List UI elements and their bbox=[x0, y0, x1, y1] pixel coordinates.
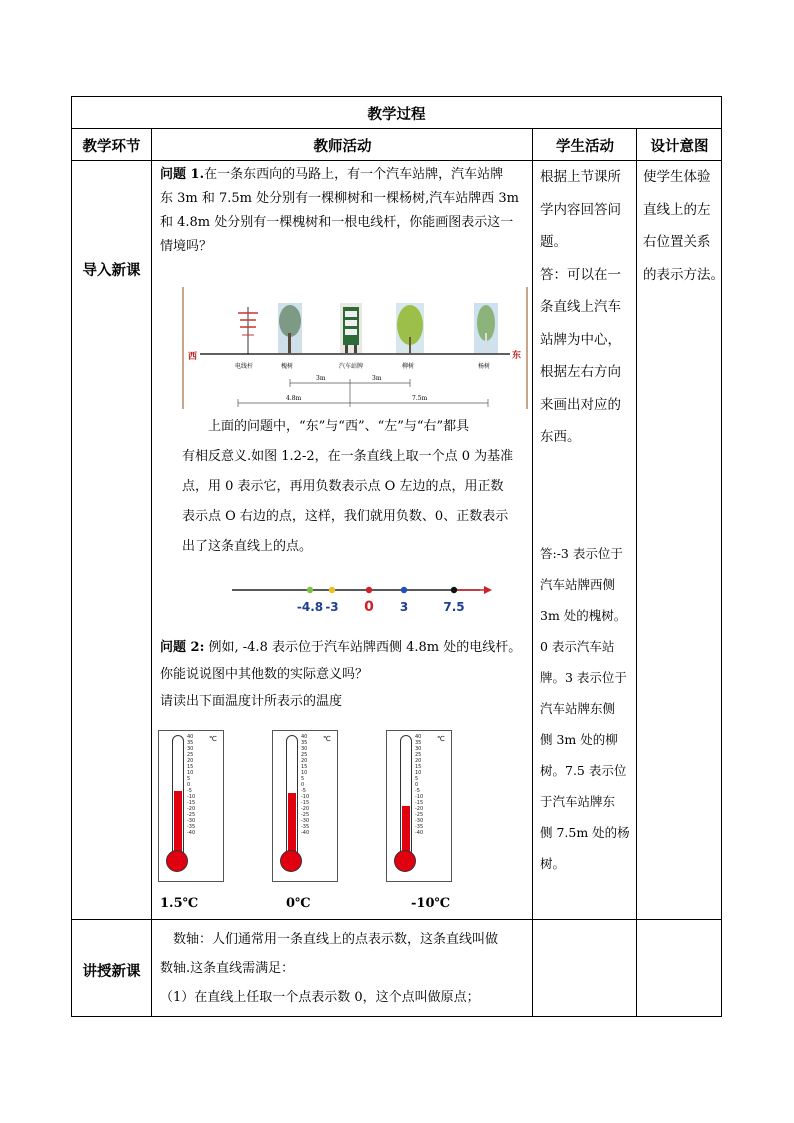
scale-label: 15 bbox=[415, 764, 422, 770]
scale-label: -40 bbox=[187, 830, 196, 836]
scale-label: 30 bbox=[187, 746, 194, 752]
scale-label: 25 bbox=[301, 752, 308, 758]
header-student: 学生活动 bbox=[556, 138, 614, 155]
scale-label: 40 bbox=[301, 734, 308, 740]
number-axis-definition bbox=[160, 925, 532, 1012]
student-line: 侧 3m 处的柳 bbox=[540, 732, 618, 747]
para-line: 点，用 0 表示它，再用负数表示点 O 左边的点，用正数 bbox=[182, 479, 504, 494]
dim-label: 7.5m bbox=[412, 395, 428, 402]
scale-label: -10 bbox=[187, 794, 196, 800]
student-line: 题。 bbox=[540, 234, 567, 250]
road-label: 杨树 bbox=[478, 363, 491, 370]
road-figure bbox=[182, 287, 528, 409]
scale-label: 15 bbox=[301, 764, 308, 770]
number-line-tick-label: 7.5 bbox=[443, 600, 465, 614]
road-label: 汽车站牌 bbox=[339, 363, 364, 370]
problem2-line: 例如, -4.8 表示位于汽车站牌西侧 4.8m 处的电线杆。 bbox=[204, 640, 522, 655]
problem1 bbox=[160, 163, 532, 259]
student-line: 学内容回答问 bbox=[540, 201, 621, 218]
student-line: 树。7.5 表示位 bbox=[540, 763, 627, 778]
thermometer-bulb bbox=[394, 850, 416, 872]
thermometer bbox=[158, 730, 224, 882]
scale-label: 15 bbox=[187, 764, 194, 770]
scale-label: -15 bbox=[301, 800, 310, 806]
scale-label: 30 bbox=[301, 746, 308, 752]
road-label: 柳树 bbox=[402, 363, 415, 370]
pagoda-tree-image bbox=[278, 303, 302, 353]
scale-label: -25 bbox=[415, 812, 424, 818]
thermometer-bulb bbox=[166, 850, 188, 872]
para-line: 出了这条直线上的点。 bbox=[182, 539, 313, 554]
scale-label: -20 bbox=[187, 806, 196, 812]
scale-label: 5 bbox=[415, 776, 419, 782]
scale-label: -30 bbox=[187, 818, 196, 824]
problem1-line: 东 3m 和 7.5m 处分别有一棵柳树和一棵杨树,汽车站牌西 3m bbox=[160, 191, 519, 206]
thermometer-scale bbox=[187, 734, 195, 836]
student-line: 0 表示汽车站 bbox=[540, 639, 615, 654]
scale-label: -15 bbox=[187, 800, 196, 806]
intent-line: 使学生体验 bbox=[643, 169, 711, 185]
student-line: 牌。3 表示位于 bbox=[540, 670, 627, 685]
thermometer-reading: -10℃ bbox=[411, 896, 451, 911]
bus-stop-image bbox=[340, 303, 362, 353]
scale-label: -40 bbox=[301, 830, 310, 836]
scale-label: 40 bbox=[187, 734, 194, 740]
header-stage: 教学环节 bbox=[82, 138, 141, 155]
scale-label: -35 bbox=[187, 824, 196, 830]
student-line: 汽车站牌西侧 bbox=[540, 577, 616, 592]
scale-label: 10 bbox=[415, 770, 422, 776]
student-line: 侧 7.5m 处的杨 bbox=[540, 825, 630, 840]
scale-label: -5 bbox=[187, 788, 192, 794]
scale-label: -20 bbox=[301, 806, 310, 812]
number-line-point bbox=[451, 587, 457, 593]
student-line: 答:-3 表示位于 bbox=[540, 546, 623, 561]
student-answer-b bbox=[540, 538, 636, 879]
stage-new-lesson: 讲授新课 bbox=[82, 963, 141, 980]
scale-label: 5 bbox=[301, 776, 305, 782]
para-line: 有相反意义.如图 1.2-2，在一条直线上取一个点 0 为基准 bbox=[182, 449, 514, 464]
student-line: 条直线上汽车 bbox=[540, 299, 621, 315]
para-line: 表示点 O 右边的点，这样，我们就用负数、0、正数表示 bbox=[182, 509, 509, 524]
number-line-point bbox=[366, 587, 372, 593]
scale-label: -5 bbox=[301, 788, 306, 794]
problem2-line: 你能说说图中其他数的实际意义吗？ bbox=[160, 667, 369, 682]
scale-label: -40 bbox=[415, 830, 424, 836]
scale-label: -25 bbox=[187, 812, 196, 818]
scale-label: -30 bbox=[415, 818, 424, 824]
scale-label: 40 bbox=[415, 734, 422, 740]
scale-label: -30 bbox=[301, 818, 310, 824]
def-line: （1）在直线上任取一个点表示数 0，这个点叫做原点； bbox=[160, 990, 480, 1005]
mercury-column bbox=[174, 791, 182, 858]
thermometer bbox=[386, 730, 452, 882]
scale-label: 0 bbox=[301, 782, 305, 788]
scale-label: -35 bbox=[415, 824, 424, 830]
willow-image bbox=[396, 303, 424, 353]
axis-arrowhead bbox=[484, 586, 492, 594]
problem1-line: 情境吗？ bbox=[160, 239, 213, 254]
thermometer-bulb bbox=[280, 850, 302, 872]
intent-line: 右位置关系 bbox=[643, 234, 711, 250]
scale-label: 35 bbox=[187, 740, 194, 746]
pole-image bbox=[238, 307, 258, 354]
problem2 bbox=[160, 634, 532, 715]
number-line-tick-label: -3 bbox=[325, 600, 339, 614]
number-line-figure bbox=[228, 580, 498, 616]
scale-label: 20 bbox=[415, 758, 422, 764]
scale-label: 5 bbox=[187, 776, 191, 782]
number-line-point bbox=[307, 587, 313, 593]
mercury-column bbox=[288, 793, 296, 858]
student-line: 3m 处的槐树。 bbox=[540, 608, 627, 623]
student-line: 根据左右方向 bbox=[540, 364, 621, 380]
number-line-tick-label: 3 bbox=[399, 600, 409, 614]
scale-label: -5 bbox=[415, 788, 420, 794]
scale-label: -35 bbox=[301, 824, 310, 830]
poplar-image bbox=[474, 303, 498, 353]
def-line: 数轴：人们通常用一条直线上的点表示数，这条直线叫做 bbox=[173, 932, 499, 947]
scale-label: 20 bbox=[301, 758, 308, 764]
def-line: 数轴.这条直线需满足： bbox=[160, 961, 295, 976]
student-line: 汽车站牌东侧 bbox=[540, 701, 616, 716]
thermometer-reading: 0℃ bbox=[286, 896, 311, 911]
design-intent bbox=[643, 161, 729, 291]
scale-label: 25 bbox=[187, 752, 194, 758]
thermometer bbox=[272, 730, 338, 882]
celsius-unit: ℃ bbox=[209, 735, 217, 743]
scale-label: -25 bbox=[301, 812, 310, 818]
problem2-line: 请读出下面温度计所表示的温度 bbox=[160, 694, 343, 709]
scale-label: -10 bbox=[415, 794, 424, 800]
scale-label: 20 bbox=[187, 758, 194, 764]
dim-label: 4.8m bbox=[286, 395, 302, 402]
road-label: 电线杆 bbox=[235, 363, 254, 370]
problem1-line: 和 4.8m 处分别有一棵槐树和一根电线杆，你能画图表示这一 bbox=[160, 215, 514, 230]
scale-label: -20 bbox=[415, 806, 424, 812]
celsius-unit: ℃ bbox=[323, 735, 331, 743]
intent-line: 直线上的左 bbox=[643, 201, 711, 218]
intent-line: 的表示方法。 bbox=[643, 266, 724, 283]
scale-label: 35 bbox=[301, 740, 308, 746]
student-line: 站牌为中心， bbox=[540, 331, 621, 348]
thermometer-tube bbox=[286, 735, 298, 859]
celsius-unit: ℃ bbox=[437, 735, 445, 743]
east-label: 东 bbox=[512, 351, 522, 361]
scale-label: 0 bbox=[415, 782, 419, 788]
student-line: 东西。 bbox=[540, 429, 581, 445]
student-line: 于汽车站牌东 bbox=[540, 794, 616, 809]
thermometer-scale bbox=[415, 734, 423, 836]
explanation-paragraph bbox=[182, 412, 532, 562]
para-line: 上面的问题中，“东”与“西”、“左”与“右”都具 bbox=[208, 419, 470, 434]
scale-label: 0 bbox=[187, 782, 191, 788]
number-line-point bbox=[329, 587, 335, 593]
scale-label: 10 bbox=[301, 770, 308, 776]
scale-label: -15 bbox=[415, 800, 424, 806]
thermometer-tube bbox=[172, 735, 184, 859]
dim-label: 3m bbox=[316, 375, 326, 382]
thermometer-reading: 1.5℃ bbox=[160, 896, 199, 911]
student-line: 答：可以在一 bbox=[540, 266, 621, 283]
scale-label: 25 bbox=[415, 752, 422, 758]
number-line-tick-label: 0 bbox=[364, 599, 374, 615]
thermometer-scale bbox=[301, 734, 309, 836]
problem1-line: 在一条东西向的马路上，有一个汽车站牌，汽车站牌 bbox=[204, 167, 504, 182]
student-line: 根据上节课所 bbox=[540, 169, 621, 185]
scale-label: -10 bbox=[301, 794, 310, 800]
student-line: 树。 bbox=[540, 856, 566, 871]
number-line-point bbox=[401, 587, 407, 593]
problem2-lead: 问题 2: bbox=[160, 640, 205, 655]
header-intent: 设计意图 bbox=[650, 138, 709, 155]
student-answer-a bbox=[540, 161, 636, 454]
problem1-lead: 问题 1. bbox=[160, 167, 205, 182]
road-label: 槐树 bbox=[281, 363, 294, 370]
thermometer-tube bbox=[400, 735, 412, 859]
student-line: 来画出对应的 bbox=[540, 396, 621, 413]
dim-label: 3m bbox=[372, 375, 382, 382]
stage-intro: 导入新课 bbox=[82, 262, 141, 279]
scale-label: 30 bbox=[415, 746, 422, 752]
west-label: 西 bbox=[188, 352, 198, 362]
table-title: 教学过程 bbox=[367, 106, 426, 123]
scale-label: 10 bbox=[187, 770, 194, 776]
number-line-tick-label: -4.8 bbox=[296, 600, 324, 614]
header-teacher: 教师活动 bbox=[313, 138, 372, 155]
scale-label: 35 bbox=[415, 740, 422, 746]
